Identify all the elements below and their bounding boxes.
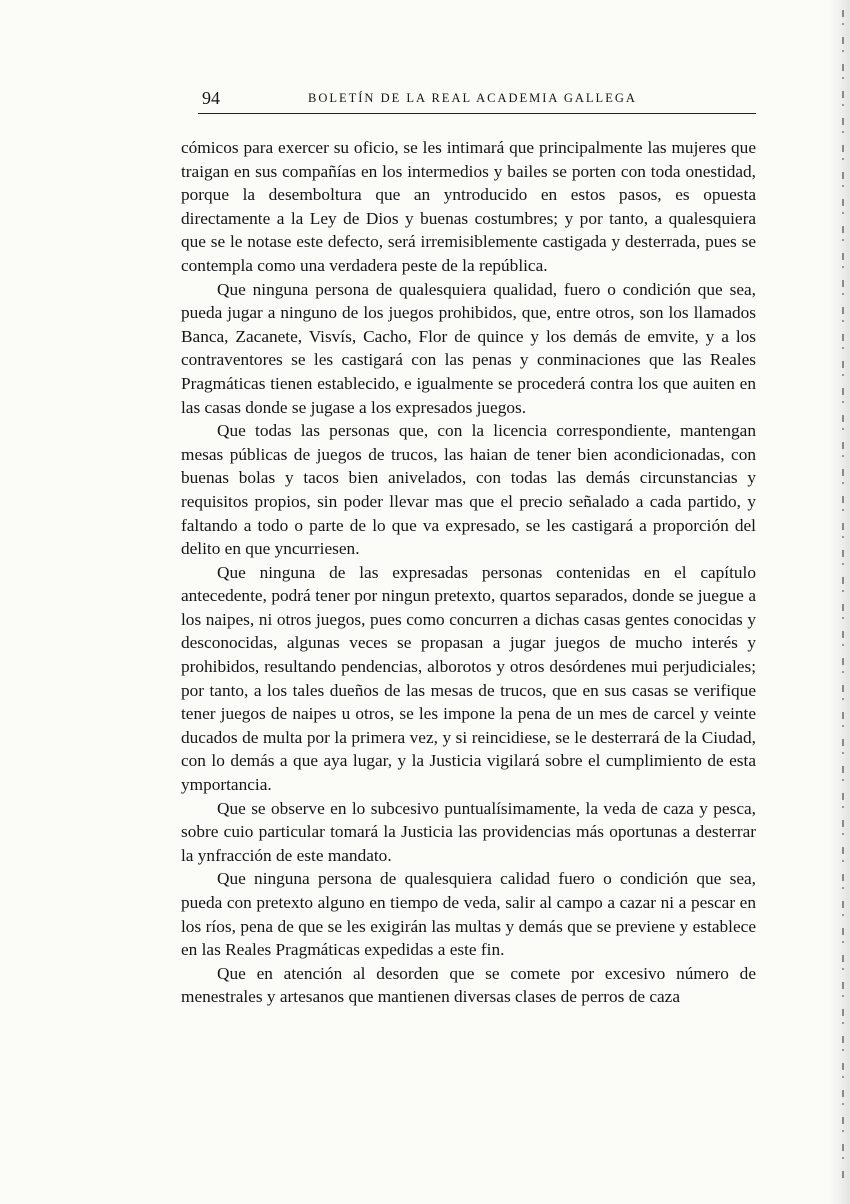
paragraph: Que ninguna persona de qualesquiera calidad fuero o condición que sea, pueda con pretexto alguno en tiempo de veda, salir al campo a cazar ni a pescar en los ríos, pena de que se les exigirán las multas y demás que se previene y establece en las Reales Pragmáticas expedidas a este fin.	[181, 869, 756, 960]
header-rule	[198, 113, 756, 114]
scanned-page-edge	[828, 0, 850, 1204]
page-number: 94	[202, 88, 220, 108]
page-header	[198, 88, 756, 112]
paragraph: Que ninguna de las expresadas personas contenidas en el capítulo antecedente, podrá tener por ningun pretexto, quartos separados, donde se juegue a los naipes, ni otros juegos, pues como concurren a dichas casas gentes conocidas y desconocidas, algunas veces se propasan a jugar juegos de mucho interés y prohibidos, resultando pendencias, alborotos y otros desórdenes mui perjudiciales; por tanto, a los tales dueños de las mesas de trucos, que en sus casas se verifique tener juegos de naipes u otros, se les impone la pena de un mes de carcel y veinte ducados de multa por la primera vez, y si reincidiese, se le desterrará de la Ciudad, con lo demás a que aya lugar, y la Justicia vigilará sobre el cumplimiento de esta ymportancia.	[181, 562, 756, 795]
paragraph: Que en atención al desorden que se comete por excesivo número de menestrales y artesanos que mantienen diversas clases de perros de caza	[181, 963, 756, 1007]
paragraph: Que todas las personas que, con la licencia correspondiente, mantengan mesas públicas de juegos de trucos, las haian de tener bien acondicionadas, con buenas bolas y tacos bien anivelados, con todas las demás circunstancias y requisitos propios, sin poder llevar mas que el precio señalado a cada partido, y faltando a todo o parte de lo que va expresado, se les castigará a proporción del delito en que yncurriesen.	[181, 421, 756, 559]
paragraph: Que se observe en lo subcesivo puntualísimamente, la veda de caza y pesca, sobre cuio particular tomará la Justicia las providencias más oportunas a desterrar la ynfracción de este mandato.	[181, 798, 756, 865]
body-text	[181, 136, 756, 1009]
running-title: BOLETÍN DE LA REAL ACADEMIA GALLEGA	[308, 91, 637, 105]
paragraph: Que ninguna persona de qualesquiera qualidad, fuero o condición que sea, pueda jugar a ninguno de los juegos prohibidos, que, entre otros, son los llamados Banca, Zacanete, Visvís, Cacho, Flor de quince y los demás de emvite, y a los contraventores se les castigará con las penas y conminaciones que las Reales Pragmáticas tienen establecido, e igualmente se procederá contra los que auiten en las casas donde se jugase a los expresados juegos.	[181, 279, 756, 417]
paragraph-continued: cómicos para exercer su oficio, se les intimará que principalmente las mujeres que traigan en sus compañías en los intermedios y bailes se porten con toda onestidad, porque la desemboltura que an yntroducido en estos pasos, es opuesta directamente a la Ley de Dios y buenas costumbres; y por tanto, a qualesquiera que se le notase este defecto, será irremisiblemente castigada y desterrada, pues se contempla como una verdadera peste de la república.	[181, 138, 756, 275]
